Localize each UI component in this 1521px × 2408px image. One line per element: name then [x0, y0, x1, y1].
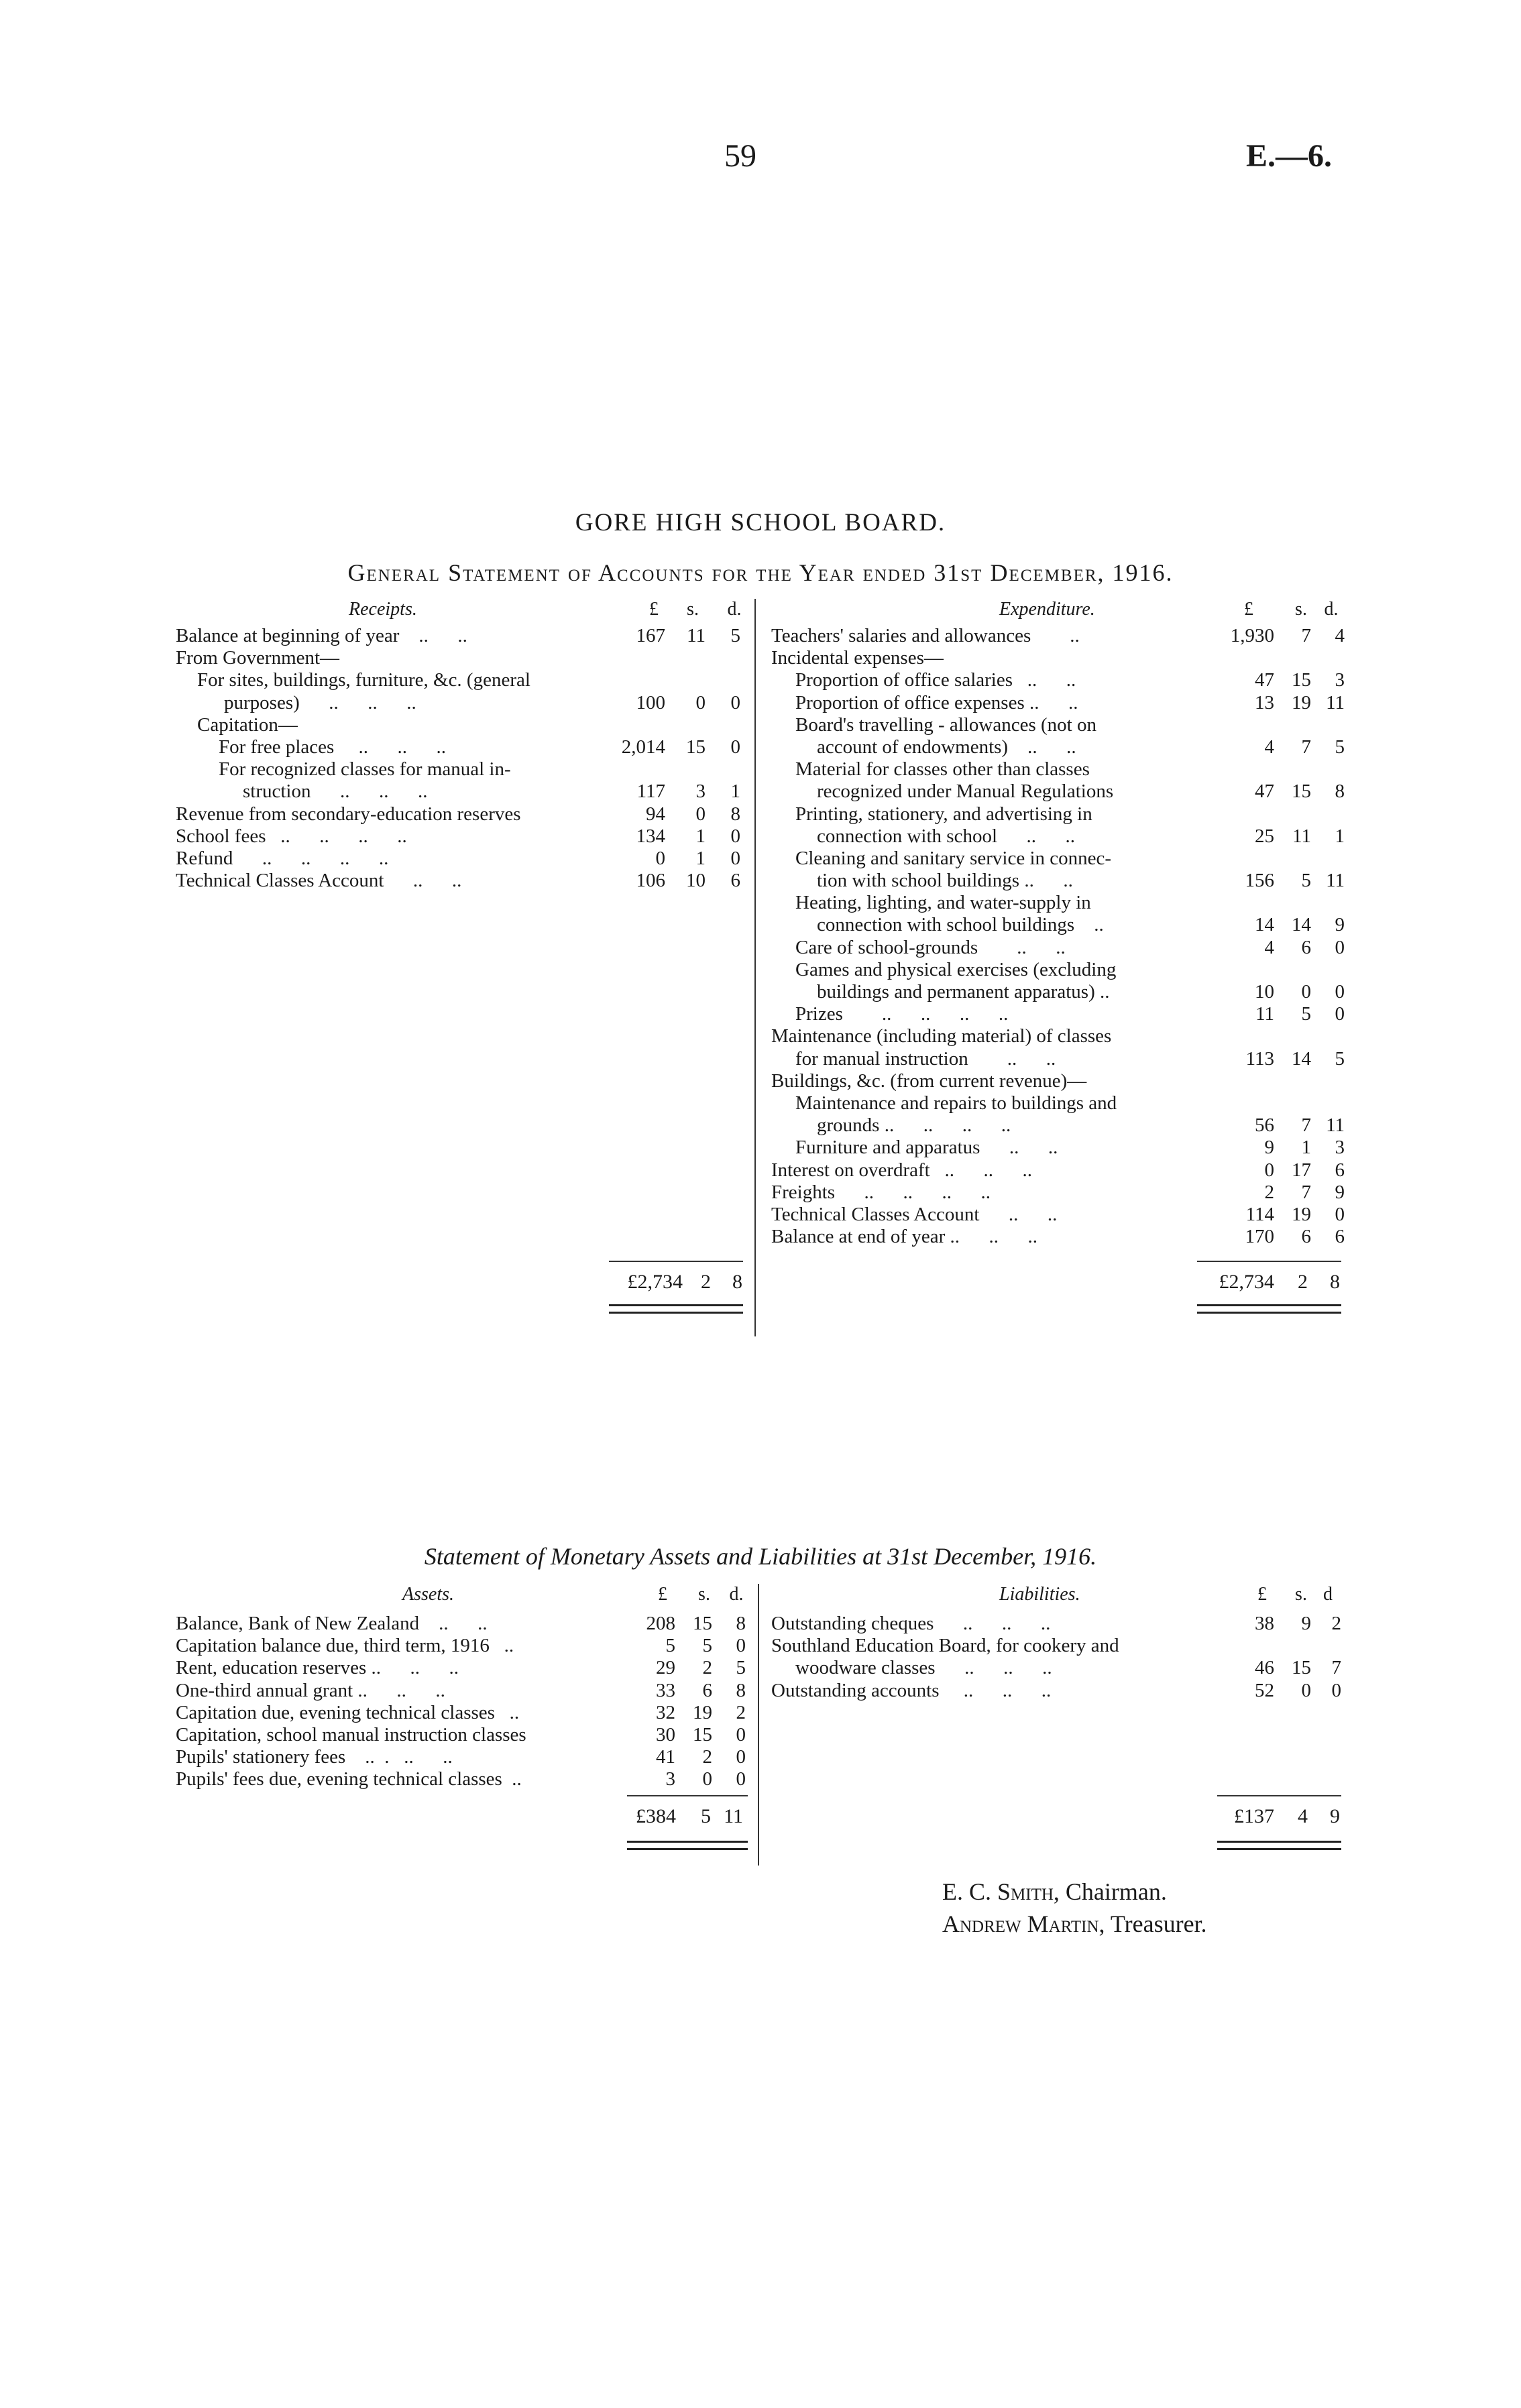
table-row	[771, 1657, 1348, 1679]
pence-cell: 5	[730, 625, 740, 646]
pence-cell: 9	[1335, 914, 1345, 936]
total-shillings: 2	[701, 1271, 711, 1293]
pounds-cell: 14	[1255, 914, 1274, 936]
pounds-cell: 167	[636, 625, 665, 646]
expenditure-rule	[1197, 1261, 1341, 1262]
board-title: GORE HIGH SCHOOL BOARD.	[575, 509, 946, 536]
pounds-cell: 3	[665, 1768, 675, 1790]
pence-cell: 0	[1335, 1203, 1345, 1225]
shillings-cell: 9	[1301, 1613, 1311, 1634]
table-row	[771, 892, 1348, 914]
treasurer-signature	[942, 1910, 1207, 1938]
row-label: Capitation—	[197, 713, 298, 736]
pence-cell: 11	[1326, 870, 1345, 892]
total-shillings: 5	[701, 1805, 711, 1827]
pounds-cell: 100	[636, 691, 665, 713]
row-label: Pupils' stationery fees .. . .. ..	[176, 1746, 453, 1768]
shillings-cell: 7	[1301, 736, 1311, 758]
row-label: grounds .. .. .. ..	[817, 1114, 1011, 1137]
shillings-cell: 10	[686, 870, 706, 892]
total-pence: 11	[724, 1805, 743, 1827]
receipts-shillings-heading: s.	[687, 599, 699, 620]
pounds-cell: 4	[1264, 936, 1274, 958]
table-row	[771, 692, 1348, 714]
column-divider	[754, 599, 756, 1336]
row-label: recognized under Manual Regulations	[817, 781, 1114, 803]
pence-cell: 0	[730, 847, 740, 869]
pence-cell: 6	[1335, 1226, 1345, 1248]
pounds-cell: 106	[636, 870, 665, 892]
assets-rule	[627, 1795, 748, 1796]
pounds-cell: 5	[665, 1635, 675, 1657]
table-row	[771, 1003, 1348, 1025]
shillings-cell: 2	[702, 1746, 712, 1768]
receipts-pound-heading: £	[649, 599, 659, 620]
row-label: Games and physical exercises (excluding	[795, 958, 1117, 980]
shillings-cell: 1	[1301, 1137, 1311, 1159]
table-row	[771, 1635, 1348, 1657]
pence-cell: 8	[736, 1679, 746, 1701]
table-row	[176, 1768, 752, 1790]
shillings-cell: 19	[1292, 1203, 1311, 1225]
table-row	[176, 1613, 752, 1635]
table-row	[771, 959, 1348, 981]
shillings-cell: 14	[1292, 1047, 1311, 1070]
pounds-cell: 13	[1255, 691, 1274, 713]
pounds-cell: 33	[656, 1679, 675, 1701]
table-row	[771, 937, 1348, 959]
total-pence: 8	[1330, 1271, 1340, 1293]
receipts-heading: Receipts.	[349, 599, 417, 620]
pounds-cell: 46	[1255, 1657, 1274, 1679]
row-label: struction .. .. ..	[243, 781, 428, 803]
pounds-cell: 4	[1264, 736, 1274, 758]
shillings-cell: 15	[693, 1613, 712, 1634]
assets-double-rule	[627, 1841, 748, 1850]
pence-cell: 0	[1335, 1003, 1345, 1025]
shillings-cell: 7	[1301, 1181, 1311, 1203]
pounds-cell: 11	[1255, 1003, 1274, 1025]
statement-title: General Statement of Accounts for the Year ended 31st December, 1916.	[347, 559, 1174, 586]
pence-cell: 0	[736, 1723, 746, 1745]
pence-cell: 3	[1335, 1137, 1345, 1159]
row-label: For free places .. .. ..	[219, 736, 447, 758]
pounds-cell: 113	[1245, 1047, 1274, 1070]
pounds-cell: 32	[656, 1701, 675, 1723]
signatory-role: , Treasurer.	[1098, 1910, 1207, 1937]
table-row	[176, 1635, 752, 1657]
shillings-cell: 14	[1292, 914, 1311, 936]
table-row	[771, 914, 1348, 936]
pence-cell: 11	[1326, 691, 1345, 713]
receipts-rule	[609, 1261, 743, 1262]
row-label: purposes) .. .. ..	[224, 691, 416, 713]
pounds-cell: 25	[1255, 825, 1274, 847]
pounds-cell: 2	[1264, 1181, 1274, 1203]
table-row	[771, 1204, 1348, 1226]
pence-cell: 5	[1335, 736, 1345, 758]
table-row	[176, 870, 746, 892]
signatory-name: Andrew Martin	[942, 1910, 1099, 1937]
total-pounds: £384	[636, 1805, 676, 1827]
row-label: Outstanding accounts .. .. ..	[771, 1679, 1052, 1701]
total-shillings: 2	[1298, 1271, 1308, 1293]
total-pounds: £137	[1234, 1805, 1274, 1827]
table-row	[771, 1680, 1348, 1702]
row-label: Southland Education Board, for cookery and	[771, 1635, 1119, 1657]
page-number: 59	[724, 138, 756, 174]
shillings-cell: 7	[1301, 625, 1311, 646]
pence-cell: 0	[730, 691, 740, 713]
pounds-cell: 117	[636, 781, 665, 803]
table-row	[176, 848, 746, 870]
pounds-cell: 9	[1264, 1137, 1274, 1159]
liabilities-double-rule	[1217, 1841, 1341, 1850]
liabilities-rule	[1217, 1795, 1341, 1796]
pounds-cell: 0	[655, 847, 665, 869]
row-label: Pupils' fees due, evening technical classes ..	[176, 1768, 522, 1790]
table-row	[176, 758, 746, 781]
table-row	[771, 669, 1348, 691]
table-row	[176, 625, 746, 647]
row-label: Rent, education reserves .. .. ..	[176, 1657, 459, 1679]
row-label: Interest on overdraft .. .. ..	[771, 1159, 1032, 1181]
table-row	[176, 803, 746, 825]
row-label: connection with school .. ..	[817, 825, 1076, 847]
pounds-cell: 47	[1255, 781, 1274, 803]
row-label: Revenue from secondary-education reserves	[176, 803, 521, 825]
row-label: woodware classes .. .. ..	[795, 1657, 1052, 1679]
shillings-cell: 0	[702, 1768, 712, 1790]
table-row	[771, 1159, 1348, 1182]
total-pounds: £2,734	[627, 1271, 683, 1293]
assets-table	[176, 1613, 752, 1791]
pounds-cell: 29	[656, 1657, 675, 1679]
row-label: Balance, Bank of New Zealand .. ..	[176, 1613, 488, 1634]
pence-cell: 8	[736, 1613, 746, 1634]
total-pounds: £2,734	[1219, 1271, 1274, 1293]
liabilities-heading: Liabilities.	[999, 1584, 1080, 1605]
table-row	[176, 1746, 752, 1768]
pence-cell: 6	[1335, 1159, 1345, 1181]
row-label: School fees .. .. .. ..	[176, 825, 407, 847]
row-label: Furniture and apparatus .. ..	[795, 1137, 1058, 1159]
pence-cell: 4	[1335, 625, 1345, 646]
table-row	[176, 1657, 752, 1679]
total-shillings: 4	[1298, 1805, 1308, 1827]
row-label: for manual instruction .. ..	[795, 1047, 1056, 1070]
row-label: Maintenance (including material) of classes	[771, 1025, 1112, 1047]
row-label: One-third annual grant .. .. ..	[176, 1679, 445, 1701]
shillings-cell: 0	[1301, 981, 1311, 1002]
shillings-cell: 15	[693, 1723, 712, 1745]
liabilities-table	[771, 1613, 1348, 1702]
table-row	[176, 825, 746, 848]
row-label: buildings and permanent apparatus) ..	[817, 981, 1110, 1002]
shillings-cell: 1	[695, 825, 706, 847]
row-label: Maintenance and repairs to buildings and	[795, 1092, 1117, 1114]
shillings-cell: 7	[1301, 1114, 1311, 1137]
monetary-statement-title: Statement of Monetary Assets and Liabilities at 31st December, 1916.	[424, 1543, 1097, 1570]
table-row	[771, 825, 1348, 848]
assets-pence-heading: d.	[729, 1584, 744, 1605]
pence-cell: 2	[1331, 1613, 1341, 1634]
row-label: Board's travelling - allowances (not on	[795, 713, 1096, 736]
table-row	[771, 1114, 1348, 1137]
pence-cell: 8	[730, 803, 740, 825]
total-pence: 9	[1330, 1805, 1340, 1827]
row-label: Cleaning and sanitary service in connec-	[795, 847, 1112, 869]
table-row	[771, 870, 1348, 892]
table-row	[176, 669, 746, 691]
row-label: For recognized classes for manual in-	[219, 758, 511, 781]
receipts-pence-heading: d.	[727, 599, 742, 620]
pence-cell: 6	[730, 870, 740, 892]
shillings-cell: 1	[695, 847, 706, 869]
shillings-cell: 6	[1301, 936, 1311, 958]
assets-heading: Assets.	[402, 1584, 454, 1605]
table-row	[771, 1137, 1348, 1159]
row-label: For sites, buildings, furniture, &c. (general	[197, 669, 530, 691]
row-label: Proportion of office salaries .. ..	[795, 669, 1076, 691]
pounds-cell: 1,930	[1230, 625, 1274, 646]
table-row	[771, 714, 1348, 736]
pence-cell: 3	[1335, 669, 1345, 691]
pounds-cell: 52	[1255, 1679, 1274, 1701]
table-row	[771, 803, 1348, 825]
row-label: Buildings, &c. (from current revenue)—	[771, 1070, 1087, 1092]
table-row	[176, 714, 746, 736]
shillings-cell: 6	[702, 1679, 712, 1701]
table-row	[771, 1048, 1348, 1070]
row-label: Technical Classes Account .. ..	[771, 1203, 1058, 1225]
assets-shillings-heading: s.	[698, 1584, 710, 1605]
expenditure-double-rule	[1197, 1304, 1341, 1314]
shillings-cell: 15	[1292, 669, 1311, 691]
table-row	[771, 781, 1348, 803]
table-row	[176, 692, 746, 714]
row-label: Printing, stationery, and advertising in	[795, 803, 1092, 825]
pounds-cell: 134	[636, 825, 665, 847]
pence-cell: 9	[1335, 1181, 1345, 1203]
table-row	[771, 981, 1348, 1003]
total-pence: 8	[732, 1271, 742, 1293]
expenditure-heading: Expenditure.	[999, 599, 1095, 620]
table-row	[771, 1092, 1348, 1114]
shillings-cell: 15	[1292, 781, 1311, 803]
shillings-cell: 0	[695, 691, 706, 713]
pounds-cell: 170	[1245, 1226, 1274, 1248]
row-label: Technical Classes Account .. ..	[176, 870, 462, 892]
pence-cell: 0	[1335, 936, 1345, 958]
row-label: Material for classes other than classes	[795, 758, 1090, 781]
pence-cell: 2	[736, 1701, 746, 1723]
pence-cell: 11	[1326, 1114, 1345, 1137]
table-row	[771, 1025, 1348, 1047]
signatory-name: E. C. Smith	[942, 1878, 1054, 1905]
row-label: Capitation balance due, third term, 1916 ..	[176, 1635, 514, 1657]
shillings-cell: 19	[693, 1701, 712, 1723]
shillings-cell: 6	[1301, 1226, 1311, 1248]
pence-cell: 1	[1335, 825, 1345, 847]
row-label: From Government—	[176, 647, 340, 669]
expenditure-shillings-heading: s.	[1295, 599, 1307, 620]
shillings-cell: 2	[702, 1657, 712, 1679]
table-row	[176, 781, 746, 803]
row-label: Freights .. .. .. ..	[771, 1181, 991, 1203]
row-label: Teachers' salaries and allowances ..	[771, 625, 1080, 646]
row-label: Heating, lighting, and water-supply in	[795, 892, 1091, 914]
expenditure-pound-heading: £	[1244, 599, 1253, 620]
table-row	[771, 1182, 1348, 1204]
table-row	[771, 736, 1348, 758]
pounds-cell: 47	[1255, 669, 1274, 691]
pence-cell: 8	[1335, 781, 1345, 803]
table-row	[176, 1702, 752, 1724]
pence-cell: 0	[736, 1768, 746, 1790]
shillings-cell: 0	[695, 803, 706, 825]
row-label: Capitation, school manual instruction classes	[176, 1723, 526, 1745]
row-label: Outstanding cheques .. .. ..	[771, 1613, 1051, 1634]
pounds-cell: 2,014	[621, 736, 665, 758]
pounds-cell: 10	[1255, 981, 1274, 1002]
shillings-cell: 15	[686, 736, 706, 758]
pence-cell: 0	[736, 1635, 746, 1657]
receipts-table	[176, 625, 746, 892]
liabilities-shillings-heading: s.	[1295, 1584, 1307, 1605]
pence-cell: 0	[736, 1746, 746, 1768]
shillings-cell: 17	[1292, 1159, 1311, 1181]
liabilities-pence-heading: d	[1323, 1584, 1333, 1605]
pounds-cell: 56	[1255, 1114, 1274, 1137]
pounds-cell: 156	[1245, 870, 1274, 892]
table-row	[771, 1070, 1348, 1092]
table-row	[176, 1724, 752, 1746]
pence-cell: 7	[1331, 1657, 1341, 1679]
row-label: account of endowments) .. ..	[817, 736, 1076, 758]
assets-pound-heading: £	[658, 1584, 667, 1605]
pence-cell: 0	[1331, 1679, 1341, 1701]
table-row	[771, 758, 1348, 781]
row-label: Balance at end of year .. .. ..	[771, 1226, 1037, 1248]
table-row	[176, 736, 746, 758]
document-code: E.—6.	[1246, 138, 1333, 174]
expenditure-table	[771, 625, 1348, 1248]
expenditure-pence-heading: d.	[1324, 599, 1339, 620]
table-row	[771, 1226, 1348, 1248]
table-row	[176, 1680, 752, 1702]
pence-cell: 0	[730, 825, 740, 847]
chairman-signature	[942, 1878, 1167, 1906]
table-row	[176, 647, 746, 669]
row-label: Capitation due, evening technical classes ..	[176, 1701, 520, 1723]
pounds-cell: 94	[646, 803, 665, 825]
pence-cell: 0	[1335, 981, 1345, 1002]
signatory-role: , Chairman.	[1053, 1878, 1167, 1905]
shillings-cell: 15	[1292, 1657, 1311, 1679]
row-label: Care of school-grounds .. ..	[795, 936, 1066, 958]
column-divider	[758, 1584, 759, 1866]
row-label: Prizes .. .. .. ..	[795, 1003, 1009, 1025]
pounds-cell: 38	[1255, 1613, 1274, 1634]
row-label: Balance at beginning of year .. ..	[176, 625, 467, 646]
row-label: Incidental expenses—	[771, 647, 944, 669]
pence-cell: 0	[730, 736, 740, 758]
table-row	[771, 647, 1348, 669]
pounds-cell: 41	[656, 1746, 675, 1768]
liabilities-pound-heading: £	[1257, 1584, 1267, 1605]
shillings-cell: 11	[687, 625, 706, 646]
pounds-cell: 0	[1264, 1159, 1274, 1181]
table-row	[771, 1613, 1348, 1635]
table-row	[771, 625, 1348, 647]
table-row	[771, 848, 1348, 870]
shillings-cell: 5	[702, 1635, 712, 1657]
pence-cell: 5	[736, 1657, 746, 1679]
shillings-cell: 19	[1292, 691, 1311, 713]
pence-cell: 5	[1335, 1047, 1345, 1070]
pounds-cell: 208	[646, 1613, 675, 1634]
shillings-cell: 0	[1301, 1679, 1311, 1701]
row-label: Refund .. .. .. ..	[176, 847, 389, 869]
pounds-cell: 114	[1245, 1203, 1274, 1225]
shillings-cell: 11	[1292, 825, 1311, 847]
pence-cell: 1	[730, 781, 740, 803]
shillings-cell: 5	[1301, 870, 1311, 892]
row-label: connection with school buildings ..	[817, 914, 1104, 936]
row-label: Proportion of office expenses .. ..	[795, 691, 1078, 713]
receipts-double-rule	[609, 1304, 743, 1314]
row-label: tion with school buildings .. ..	[817, 870, 1073, 892]
shillings-cell: 3	[695, 781, 706, 803]
shillings-cell: 5	[1301, 1003, 1311, 1025]
pounds-cell: 30	[656, 1723, 675, 1745]
